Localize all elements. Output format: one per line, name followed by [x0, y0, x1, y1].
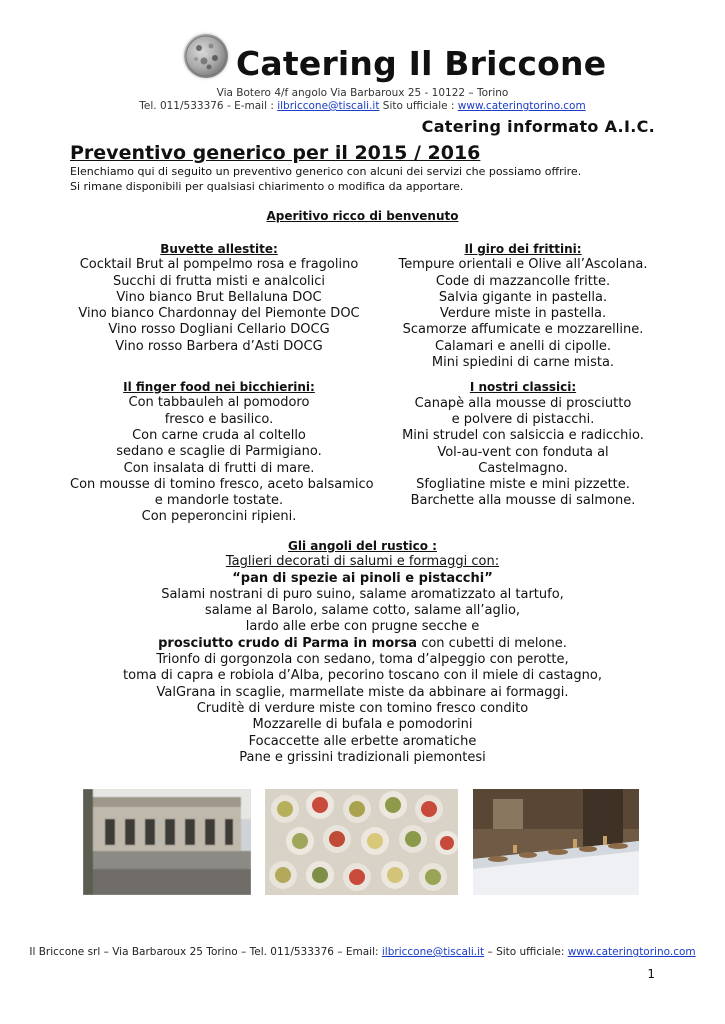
- menu-item: sedano e scaglie di Parmigiano.: [116, 444, 322, 460]
- menu-item: ValGrana in scaglie, marmellate miste da abbinare ai formaggi.: [156, 684, 569, 700]
- footer-address: Il Briccone srl – Via Barbaroux 25 Torino – Tel. 011/533376 – Email:: [29, 946, 382, 958]
- intro-line: Elenchiamo qui di seguito un preventivo generico con alcuni dei servizi che possiamo offrire.: [70, 165, 582, 178]
- header-contact: [0, 100, 725, 112]
- menu-item: Pane e grissini tradizionali piemontesi: [239, 749, 486, 765]
- rustico-subheading: Taglieri decorati di salumi e formaggi con:: [225, 554, 500, 570]
- header-website-link[interactable]: www.cateringtorino.com: [457, 100, 586, 112]
- menu-item: Vino bianco Brut Bellaluna DOC: [116, 289, 322, 305]
- finger-food-heading: Il finger food nei bicchierini:: [123, 380, 315, 395]
- page-title: Preventivo generico per il 2015 / 2016: [70, 142, 481, 164]
- pan-di-spezie-line: “pan di spezie ai pinoli e pistacchi”: [232, 570, 493, 586]
- prosciutto-rest: con cubetti di melone.: [417, 635, 567, 651]
- menu-item: toma di capra e robiola d’Alba, pecorino toscano con il miele di castagno,: [123, 668, 602, 684]
- footer-email-link[interactable]: ilbriccone@tiscali.it: [381, 946, 485, 958]
- intro-text: [70, 164, 581, 194]
- menu-item: Tempure orientali e Olive all’Ascolana.: [398, 257, 648, 273]
- menu-item: Vino rosso Barbera d’Asti DOCG: [115, 338, 323, 354]
- menu-item: Con peperoncini ripieni.: [141, 509, 297, 525]
- menu-item: Mini spiedini di carne mista.: [431, 355, 615, 371]
- menu-item: Mozzarelle di bufala e pomodorini: [252, 717, 473, 733]
- menu-item: Salami nostrani di puro suino, salame aromatizzato al tartufo,: [161, 586, 564, 602]
- header-email-link[interactable]: ilbriccone@tiscali.it: [277, 100, 380, 112]
- menu-item: e mandorle tostate.: [154, 493, 284, 509]
- header-site-label: Sito ufficiale :: [379, 100, 458, 112]
- footer-site-label: – Sito ufficiale:: [484, 946, 568, 958]
- menu-item: Calamari e anelli di cipolle.: [435, 338, 611, 354]
- aperitivo-heading: Aperitivo ricco di benvenuto: [266, 209, 459, 223]
- menu-item: Vol-au-vent con fonduta al: [437, 444, 609, 460]
- header-address: Via Botero 4/f angolo Via Barbaroux 25 - 10122 – Torino: [216, 87, 509, 99]
- menu-item: Verdure miste in pastella.: [439, 306, 607, 322]
- company-title: Catering Il Briccone: [236, 44, 607, 83]
- menu-item: Con mousse di tomino fresco, aceto balsamico: [70, 476, 374, 492]
- photo-finger-food-glasses: [265, 789, 458, 895]
- frittini-heading: Il giro dei frittini:: [464, 242, 582, 256]
- right-column: [382, 241, 664, 510]
- menu-item: Salvia gigante in pastella.: [438, 289, 608, 305]
- buvette-heading: Buvette allestite:: [160, 242, 278, 256]
- menu-item: salame al Barolo, salame cotto, salame all’aglio,: [204, 603, 521, 619]
- footer: [0, 946, 725, 958]
- menu-item: Vino bianco Chardonnay del Piemonte DOC: [78, 306, 360, 322]
- menu-item: Mini strudel con salsiccia e radicchio.: [402, 428, 644, 444]
- menu-item: Con insalata di frutti di mare.: [123, 460, 315, 476]
- menu-item: Con carne cruda al coltello: [132, 427, 306, 443]
- menu-item: Canapè alla mousse di prosciutto: [414, 395, 632, 411]
- menu-item: Con tabbauleh al pomodoro: [128, 395, 310, 411]
- menu-item: Code di mazzancolle fritte.: [435, 273, 611, 289]
- rustico-section: [0, 538, 725, 766]
- company-logo: [184, 34, 228, 78]
- menu-item: Focaccette alle erbette aromatiche: [248, 733, 477, 749]
- page-number: 1: [647, 967, 655, 981]
- menu-item: Cocktail Brut al pompelmo rosa e fragolino: [79, 257, 359, 273]
- prosciutto-bold: prosciutto crudo di Parma in morsa: [158, 635, 418, 651]
- logo-emblem-icon: [184, 34, 228, 78]
- menu-item: Vino rosso Dogliani Cellario DOCG: [108, 322, 330, 338]
- left-column: [70, 241, 374, 526]
- menu-item: Barchette alla mousse di salmone.: [410, 493, 636, 509]
- classici-heading: I nostri classici:: [469, 380, 577, 395]
- menu-item: e polvere di pistacchi.: [451, 411, 595, 427]
- menu-item: Succhi di frutta misti e analcolici: [112, 273, 326, 289]
- menu-item: [0, 636, 725, 652]
- rustico-heading: Gli angoli del rustico :: [288, 539, 437, 553]
- photo-villa: [83, 789, 251, 895]
- menu-item: fresco e basilico.: [164, 411, 274, 427]
- menu-item: Castelmagno.: [478, 460, 568, 476]
- menu-item: Trionfo di gorgonzola con sedano, toma d’alpeggio con perotte,: [156, 652, 569, 668]
- aic-label: Catering informato A.I.C.: [421, 117, 655, 136]
- footer-website-link[interactable]: www.cateringtorino.com: [567, 946, 696, 958]
- menu-item: Cruditè di verdure miste con tomino fresco condito: [196, 700, 529, 716]
- menu-item: Sfogliatine miste e mini pizzette.: [416, 477, 630, 493]
- photo-buffet-table: [473, 789, 639, 895]
- menu-item: Scamorze affumicate e mozzarelline.: [402, 322, 644, 338]
- intro-line: Si rimane disponibili per qualsiasi chiarimento o modifica da apportare.: [70, 180, 464, 193]
- header-phone-label: Tel. 011/533376 - E-mail :: [139, 100, 278, 112]
- menu-item: lardo alle erbe con prugne secche e: [245, 619, 480, 635]
